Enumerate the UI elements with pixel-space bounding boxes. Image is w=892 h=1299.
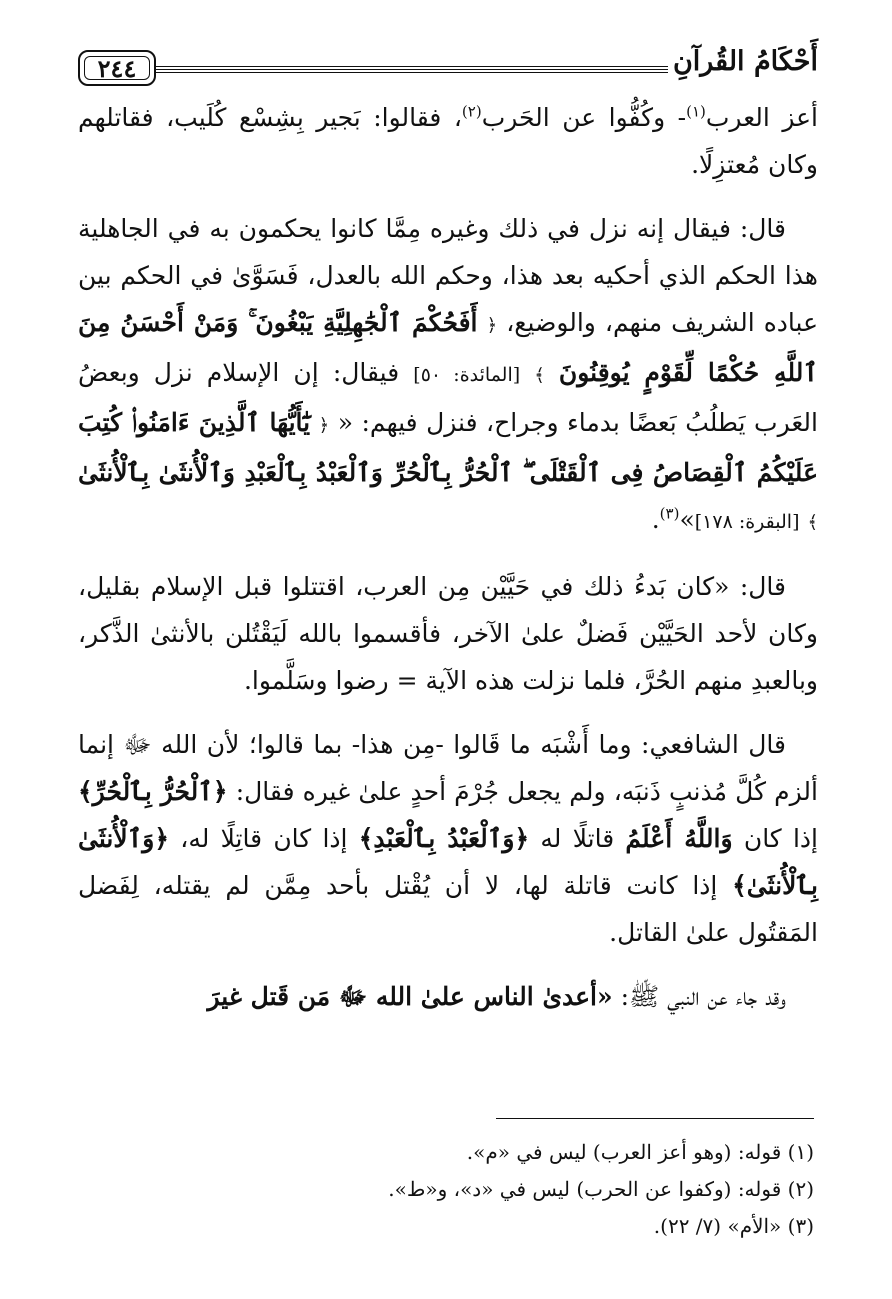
page-header [78,44,818,94]
footnote-2: (٢) قوله: (وكفوا عن الحرب) ليس في «د»، و«ط». [388,1177,814,1201]
running-title: أَحْكَامُ القُرآنِ [672,46,818,77]
footnote-ref-3: (٣) [659,504,680,523]
quran-bracket-close: ﴾ [534,365,545,386]
header-rule [156,66,668,73]
quran-phrase-2: ﴿وَٱلْعَبْدُ بِٱلْعَبْدِ﴾ [358,824,530,853]
quran-bracket-open: ﴿ [486,315,498,336]
verse-reference-2: [البقرة: ١٧٨] [694,511,800,533]
quran-bracket-close: ﴾ [807,512,818,533]
quran-phrase-1: ﴿ٱلْحُرُّ بِٱلْحُرِّ﴾ [78,777,228,806]
paragraph-4: قال الشافعي: وما أَشْبَه ما قَالوا -مِن هذا- بما قالوا؛ لأن الله ﷻ إنما ألزم كُلَّ مُذنبٍ ذَنبَه، ولم يجعل جُرْمَ أحدٍ علىٰ غيره فقال: ﴿ٱلْحُرُّ بِٱلْحُرِّ﴾ إذا كان وَاللَّهُ أَعْلَمُ قاتلًا له ﴿وَٱلْعَبْدُ بِٱلْعَبْدِ﴾ إذا كان قاتِلًا له، ﴿وَٱلْأُنثَىٰ بِٱلْأُنثَىٰ﴾ إذا كانت قاتلة لها، لا أن يُقْتل بأحد مِمَّن لم يقتله، لِفَضل المَقتُول علىٰ القاتل. [78,730,819,947]
quran-verse-2: يَٰٓأَيُّهَا ٱلَّذِينَ ءَامَنُوا۟ كُتِبَ عَلَيْكُمُ ٱلْقِصَاصُ فِى ٱلْقَتْلَى ۖ ٱلْحُرُّ بِٱلْحُرِّ وَٱلْعَبْدُ بِٱلْعَبْدِ وَٱلْأُنثَىٰ بِٱلْأُنثَىٰ [78,408,818,487]
paragraph-2: قال: فيقال إنه نزل في ذلك وغيره مِمَّا كانوا يحكمون به في الجاهلية هذا الحكم الذي أحكيه بعد هذا، وحكم الله بالعدل، فَسَوَّىٰ في الحكم بين عباده الشريف منهم، والوضيع، ﴿ أَفَحُكْمَ ٱلْجَٰهِلِيَّةِ يَبْغُونَ ۚ وَمَنْ أَحْسَنُ مِنَ ٱللَّهِ حُكْمًا لِّقَوْمٍ يُوقِنُونَ ﴾ [المائدة: ٥٠] فيقال: إن الإسلام نزل وبعضُ العَرب يَطلُبُ بَعضًا بدماء وجراح، فنزل فيهم: « ﴿ يَٰٓأَيُّهَا ٱلَّذِينَ ءَامَنُوا۟ كُتِبَ عَلَيْكُمُ ٱلْقِصَاصُ فِى ٱلْقَتْلَى ۖ ٱلْحُرُّ بِٱلْحُرِّ وَٱلْعَبْدُ بِٱلْعَبْدِ وَٱلْأُنثَىٰ بِٱلْأُنثَىٰ ﴾ [البقرة: ١٧٨]»$^{(٣)}$. [78,214,819,534]
footnotes [74,1134,814,1245]
wallahu-alam: وَاللَّهُ أَعْلَمُ [625,824,733,853]
verse-reference-1: [المائدة: ٥٠] [413,364,521,386]
footnote-1: (١) قوله: (وهو أعز العرب) ليس في «م». [466,1140,814,1164]
paragraph-3: قال: «كان بَدءُ ذلك في حَيَّيْن مِن العرب، اقتتلوا قبل الإسلام بقليل، وكان لأحد الحَيَّيْن فَضلٌ علىٰ الآخر، فأقسموا بالله لَيَقْتُلن بالأنثىٰ الذَّكر، وبالعبدِ منهم الحُرَّ، فلما نزلت هذه الآية = رضوا وسَلَّموا. [78,572,818,695]
page-number: ٢٤٤ [78,50,156,86]
paragraph-5: وقد جاء عن النبي ﷺ: «أعدىٰ الناس علىٰ الله ﷻ مَن قَتل غيرَ [207,982,786,1011]
quran-phrase-3: ﴿وَٱلْأُنثَىٰ بِٱلْأُنثَىٰ﴾ [78,824,818,900]
footnote-ref-1: (١) [686,102,706,121]
footnote-separator [496,1118,814,1119]
quran-verse-1: أَفَحُكْمَ ٱلْجَٰهِلِيَّةِ يَبْغُونَ ۚ وَمَنْ أَحْسَنُ مِنَ ٱللَّهِ حُكْمًا لِّقَوْمٍ يُوقِنُونَ [78,308,819,387]
paragraph-1: أعز العرب$^{(١)}$- وكُفُّوا عن الحَرب$^{(٢)}$، فقالوا: بَجير بِشِسْع كُلَيب، فقاتلهم وكان مُعتزِلًا. [78,102,818,179]
hadith-text: «أعدىٰ الناس علىٰ الله ﷻ مَن قَتل غيرَ [207,982,613,1011]
book-page [78,44,818,1037]
footnote-3: (٣) «الأم» (٧/ ٢٢). [653,1214,814,1238]
main-text [78,94,818,1020]
quran-bracket-open: ﴿ [318,415,330,436]
footnote-ref-2: (٢) [461,102,482,121]
